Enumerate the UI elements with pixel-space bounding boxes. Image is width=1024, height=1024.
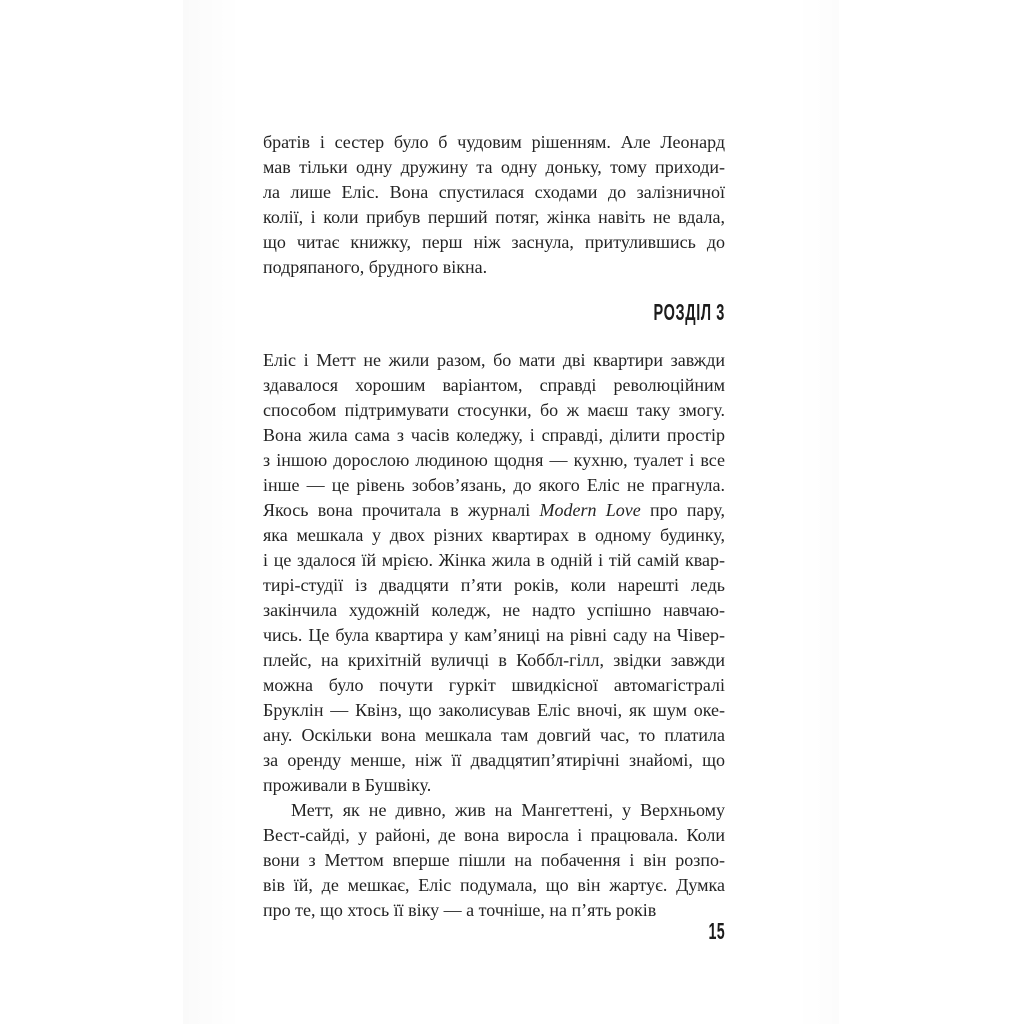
text-line [263,723,725,748]
text-segment: про пару, [640,500,725,520]
text-segment: інше — це рівень зобов’язань, до якого Еліс не прагнула. [263,475,725,495]
paragraph-continuation [263,130,725,280]
text-line [263,848,725,873]
text-segment: чись. Це була квартира у кам’яниці на рівні саду на Чівер- [263,625,725,645]
text-segment: можна було почути гуркіт швидкісної автомагістралі [263,675,725,695]
text-segment: Еліс і Метт не жили разом, бо мати дві квартири завжди [263,350,725,370]
text-segment: Метт, як не дивно, жив на Мангеттені, у Верхньому [291,800,725,820]
page-number: 15 [708,918,725,944]
text-segment: проживали в Бушвіку. [263,775,432,795]
italic-text-segment: Modern Love [539,500,641,520]
text-line [263,230,725,255]
text-line [263,873,725,898]
text-segment: тирі-студії із двадцяти п’яти років, коли нарешті ледь [263,575,725,595]
text-segment: і це здалося їй мрією. Жінка жила в одній і тій самій квар- [263,550,725,570]
text-segment: способом підтримувати стосунки, бо ж маєш таку змогу. [263,400,725,420]
text-segment: вони з Меттом вперше пішли на побачення і він розпо- [263,850,725,870]
text-segment: Вест-сайді, у районі, де вона виросла і працювала. Коли [263,825,725,845]
text-segment: подряпаного, брудного вікна. [263,257,488,277]
text-segment: з іншою дорослою людиною щодня — кухню, туалет і все [263,450,725,470]
text-segment: братів і сестер було б чудовим рішенням. Але Леонард [263,132,725,152]
text-line [263,573,725,598]
text-segment: Якось вона прочитала в журналі [263,500,540,520]
text-block [263,130,725,944]
text-line [263,648,725,673]
text-segment: колії, і коли прибув перший потяг, жінка навіть не вдала, [263,207,725,227]
text-segment: вів їй, де мешкає, Еліс подумала, що він жартує. Думка [263,875,725,895]
text-segment: про те, що хтось її віку — а точніше, на п’ять років [263,900,657,920]
text-segment: яка мешкала у двох різних квартирах в одному будинку, [263,525,725,545]
text-line [263,548,725,573]
text-line [263,773,725,798]
text-segment: Бруклін — Квінз, що заколисував Еліс вночі, як шум оке- [263,700,725,720]
text-segment: ану. Оскільки вона мешкала там довгий час, то платила [263,725,725,745]
text-line [263,498,725,523]
text-line [263,673,725,698]
text-line [263,623,725,648]
text-line [263,373,725,398]
text-segment: ла лише Еліс. Вона спустилася сходами до залізничної [263,182,725,202]
paragraph-body [263,798,725,923]
text-line [263,473,725,498]
text-line [263,448,725,473]
text-line [263,748,725,773]
text-segment: Вона жила сама з часів коледжу, і справді, ділити простір [263,425,725,445]
text-segment: за оренду менше, ніж її двадцятип’ятирічні знайомі, що [263,750,725,770]
text-line [263,348,725,373]
text-line [263,155,725,180]
text-line [263,523,725,548]
text-line [263,698,725,723]
text-line [263,255,725,280]
text-segment: що читає книжку, перш ніж заснула, притулившись до [263,232,725,252]
text-line [263,423,725,448]
text-line [263,205,725,230]
text-line [263,398,725,423]
text-line [263,130,725,155]
text-line [263,180,725,205]
chapter-heading: РОЗДІЛ 3 [653,299,725,325]
text-segment: плейс, на крихітній вуличці в Коббл-гілл, звідки завжди [263,650,725,670]
text-line [263,798,725,823]
text-line [263,598,725,623]
text-segment: здавалося хорошим варіантом, справді революційним [263,375,725,395]
text-line [263,823,725,848]
text-segment: закінчила художній коледж, не надто успішно навчаю- [263,600,725,620]
text-segment: мав тільки одну дружину та одну доньку, тому приходи- [263,157,725,177]
page-edge-shadow-left [183,0,241,1024]
paragraph-chapter-opening [263,348,725,798]
page-edge-shadow-right [795,0,839,1024]
